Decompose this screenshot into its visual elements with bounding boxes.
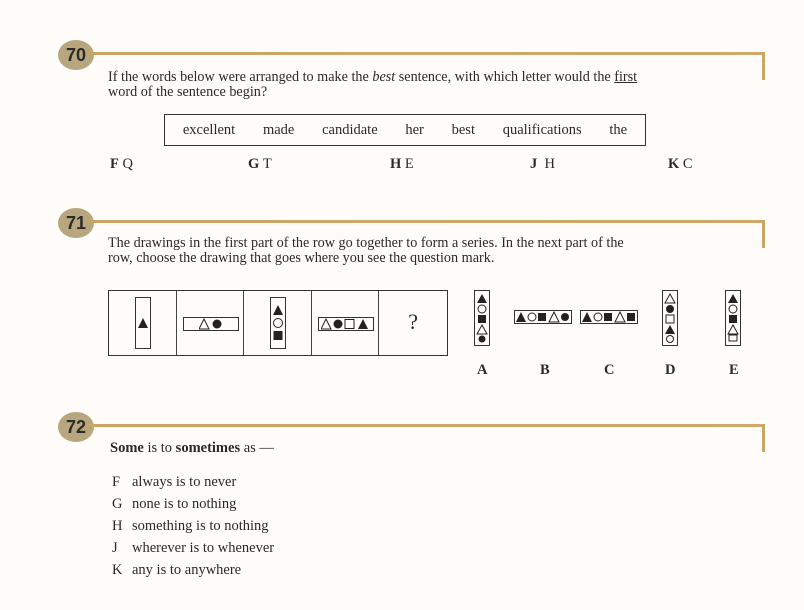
prompt-text: If the words below were arranged to make the [108, 69, 373, 85]
header-rule-end [762, 220, 765, 248]
scrambled-words-box [164, 114, 646, 146]
prompt-underline-first: first [614, 69, 638, 85]
answer-option-k[interactable] [668, 156, 693, 173]
figure-vertical [270, 297, 286, 349]
option-text: always is to never [132, 474, 237, 490]
answer-figure-c[interactable] [580, 310, 638, 324]
answer-option-k[interactable] [112, 562, 241, 579]
stem-word-some: Some [110, 440, 144, 456]
answer-figure-b[interactable] [514, 310, 572, 324]
stem-text: is to [143, 440, 176, 456]
triangle-circle-square-icons [272, 304, 284, 342]
question-number-badge: 72 [58, 412, 94, 442]
header-rule [88, 220, 764, 223]
question-mark: ? [408, 309, 419, 334]
option-letter: F [110, 156, 119, 172]
stem-text: as — [240, 440, 274, 456]
word: the [609, 121, 628, 138]
q70-prompt [108, 70, 637, 100]
answer-option-j[interactable] [530, 156, 555, 173]
option-letter: G [248, 156, 260, 172]
answer-label-a: A [477, 362, 488, 378]
answer-option-g[interactable] [248, 156, 272, 173]
option-text: none is to nothing [132, 496, 237, 512]
shapes-icon [727, 293, 739, 343]
option-text: wherever is to whenever [132, 540, 275, 556]
triangle-circle-square-triangle-icons [321, 318, 371, 330]
answer-option-h[interactable] [112, 518, 269, 535]
answer-option-j[interactable] [112, 540, 274, 557]
series-cell-5 [379, 291, 447, 355]
triangle-filled-icon [137, 317, 149, 329]
prompt-text: word of the sentence begin? [108, 84, 268, 100]
option-text: something is to nothing [132, 518, 269, 534]
series-cell-4 [312, 291, 380, 355]
shapes-icon [582, 311, 636, 323]
answer-option-h[interactable] [390, 156, 414, 173]
header-rule [88, 424, 764, 427]
answer-figure-d[interactable] [662, 290, 678, 346]
answer-label-c: C [604, 362, 615, 378]
word: qualifications [502, 121, 582, 138]
word: made [262, 121, 295, 138]
shapes-icon [516, 311, 570, 323]
word: her [405, 121, 424, 138]
q71-prompt [108, 236, 624, 266]
series-row [108, 290, 448, 356]
option-text: E [404, 156, 414, 172]
answer-option-g[interactable] [112, 496, 236, 513]
option-text: T [262, 156, 272, 172]
option-letter: F [112, 474, 121, 490]
answer-label-e: E [729, 362, 739, 378]
shapes-icon [476, 293, 488, 343]
answer-figure-e[interactable] [725, 290, 741, 346]
q72-stem [110, 440, 274, 457]
option-text: any is to anywhere [132, 562, 242, 578]
word: candidate [322, 121, 378, 138]
figure-horizontal [318, 317, 374, 331]
option-letter: K [112, 562, 123, 578]
option-letter: K [668, 156, 680, 172]
option-letter: H [112, 518, 123, 534]
prompt-text: row, choose the drawing that goes where you see the question mark. [108, 250, 495, 266]
answer-figure-a[interactable] [474, 290, 490, 346]
stem-word-sometimes: sometimes [175, 440, 241, 456]
shapes-icon [664, 293, 676, 343]
header-rule [88, 52, 764, 55]
answer-option-f[interactable] [112, 474, 236, 491]
header-rule-end [762, 52, 765, 80]
answer-option-f[interactable] [110, 156, 133, 173]
option-text: H [544, 156, 555, 172]
option-text: Q [122, 156, 133, 172]
series-cell-2 [177, 291, 245, 355]
prompt-text: The drawings in the first part of the row go together to form a series. In the next part of the [108, 235, 624, 251]
option-letter: J [112, 540, 118, 556]
answer-label-d: D [665, 362, 676, 378]
series-cell-3 [244, 291, 312, 355]
triangle-circle-icons [199, 318, 223, 330]
option-letter: H [390, 156, 402, 172]
question-number-badge: 70 [58, 40, 94, 70]
question-number-badge: 71 [58, 208, 94, 238]
prompt-text: sentence, with which letter would the [395, 69, 615, 85]
option-letter: J [530, 156, 538, 172]
option-letter: G [112, 496, 123, 512]
answer-label-b: B [540, 362, 550, 378]
series-cell-1 [109, 291, 177, 355]
figure-vertical [135, 297, 151, 349]
prompt-emphasis-best: best [372, 69, 396, 85]
word: best [451, 121, 475, 138]
word: excellent [182, 121, 236, 138]
option-text: C [682, 156, 693, 172]
figure-horizontal [183, 317, 239, 331]
header-rule-end [762, 424, 765, 452]
